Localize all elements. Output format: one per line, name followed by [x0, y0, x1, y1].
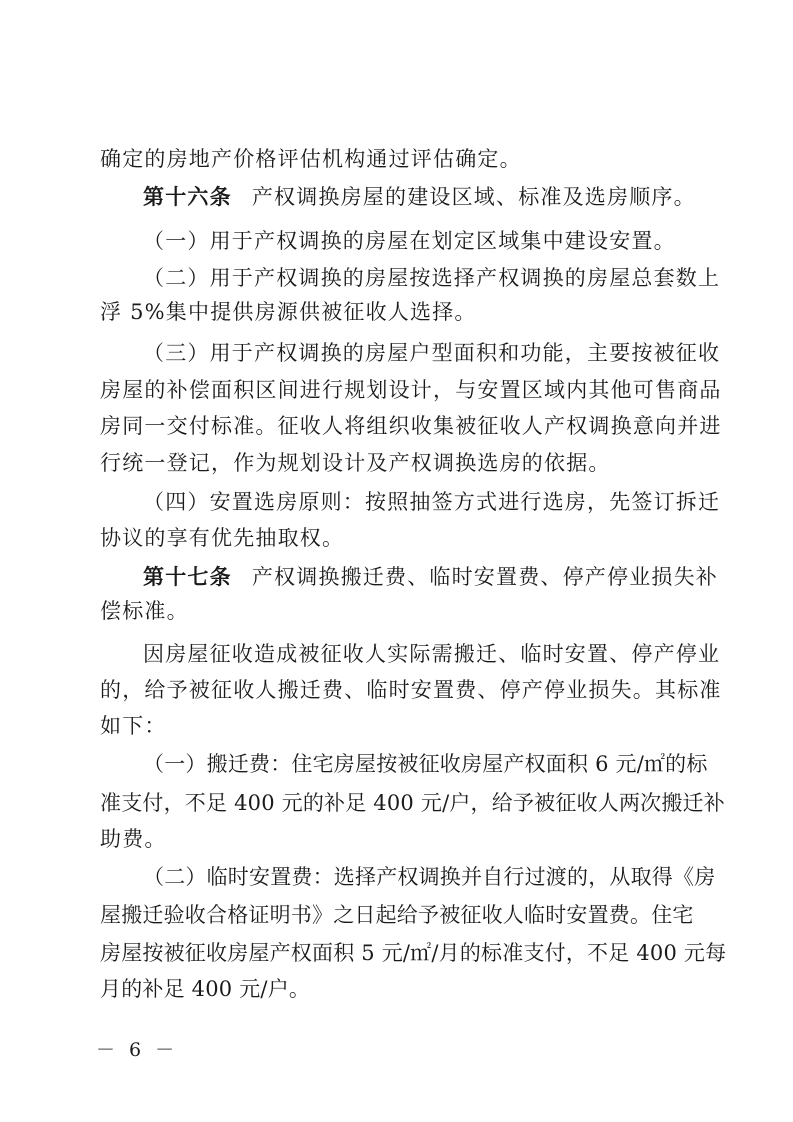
line-text: 月的补足 400 元/户。 — [100, 977, 311, 1001]
paragraph-line — [100, 902, 793, 928]
paragraph-line — [100, 826, 793, 852]
paragraph-line — [100, 299, 793, 325]
paragraph-line — [100, 450, 793, 476]
paragraph-line — [143, 265, 793, 291]
line-text: （四）安置选房原则：按照抽签方式进行选房，先签订拆迁 — [143, 490, 721, 514]
line-text: （三）用于产权调换的房屋户型面积和功能，主要按被征收 — [143, 341, 721, 365]
line-text: 确定的房地产价格评估机构通过评估确定。 — [100, 147, 522, 171]
paragraph-line — [100, 713, 793, 739]
paragraph-line — [100, 413, 793, 439]
line-text: 准支付，不足 400 元的补足 400 元/户，给予被征收人两次搬迁补 — [100, 791, 725, 815]
article-title: 产权调换搬迁费、临时安置费、停产停业损失补 — [251, 565, 719, 589]
line-text: （二）临时安置费：选择产权调换并自行过渡的，从取得《房 — [143, 865, 716, 889]
line-text: 房屋按被征收房屋产权面积 5 元/㎡/月的标准支付，不足 400 元每 — [100, 941, 727, 965]
paragraph-line — [100, 377, 793, 403]
line-text: （一）搬迁费：住宅房屋按被征收房屋产权面积 6 元/㎡的标 — [143, 752, 708, 776]
line-text: 助费。 — [100, 827, 167, 851]
paragraph-line — [143, 228, 793, 254]
paragraph-line — [143, 489, 793, 515]
line-text: 房同一交付标准。征收人将组织收集被征收人产权调换意向并进 — [100, 414, 722, 438]
line-text: 屋搬迁验收合格证明书》之日起给予被征收人临时安置费。住宅 — [100, 903, 694, 927]
paragraph-line — [100, 940, 793, 966]
paragraph-line — [100, 677, 793, 703]
line-text: 协议的享有优先抽取权。 — [100, 526, 345, 550]
article-16-heading — [143, 184, 793, 210]
line-text: 浮 5%集中提供房源供被征收人选择。 — [100, 300, 477, 324]
article-number: 第十七条 — [143, 564, 232, 589]
paragraph-line — [100, 146, 793, 172]
article-number: 第十六条 — [143, 184, 232, 209]
line-text: 房屋的补偿面积区间进行规划设计，与安置区域内其他可售商品 — [100, 378, 722, 402]
line-text: （一）用于产权调换的房屋在划定区域集中建设安置。 — [143, 229, 676, 253]
paragraph-line — [100, 976, 793, 1002]
paragraph-line — [100, 790, 793, 816]
paragraph-line — [143, 340, 793, 366]
paragraph-line — [100, 598, 793, 624]
paragraph-line — [143, 641, 793, 667]
article-title: 产权调换房屋的建设区域、标准及选房顺序。 — [251, 185, 696, 209]
line-text: 偿标准。 — [100, 599, 189, 623]
line-text: 如下： — [100, 714, 167, 738]
line-text: （二）用于产权调换的房屋按选择产权调换的房屋总套数上 — [143, 266, 721, 290]
paragraph-line — [143, 864, 793, 890]
page-number: － 6 － — [96, 1039, 179, 1061]
paragraph-line — [143, 751, 793, 777]
line-text: 因房屋征收造成被征收人实际需搬迁、临时安置、停产停业 — [143, 642, 721, 666]
article-17-heading — [143, 564, 793, 590]
line-text: 行统一登记，作为规划设计及产权调换选房的依据。 — [100, 451, 611, 475]
line-text: 的，给予被征收人搬迁费、临时安置费、停产停业损失。其标准 — [100, 678, 722, 702]
paragraph-line — [100, 525, 793, 551]
